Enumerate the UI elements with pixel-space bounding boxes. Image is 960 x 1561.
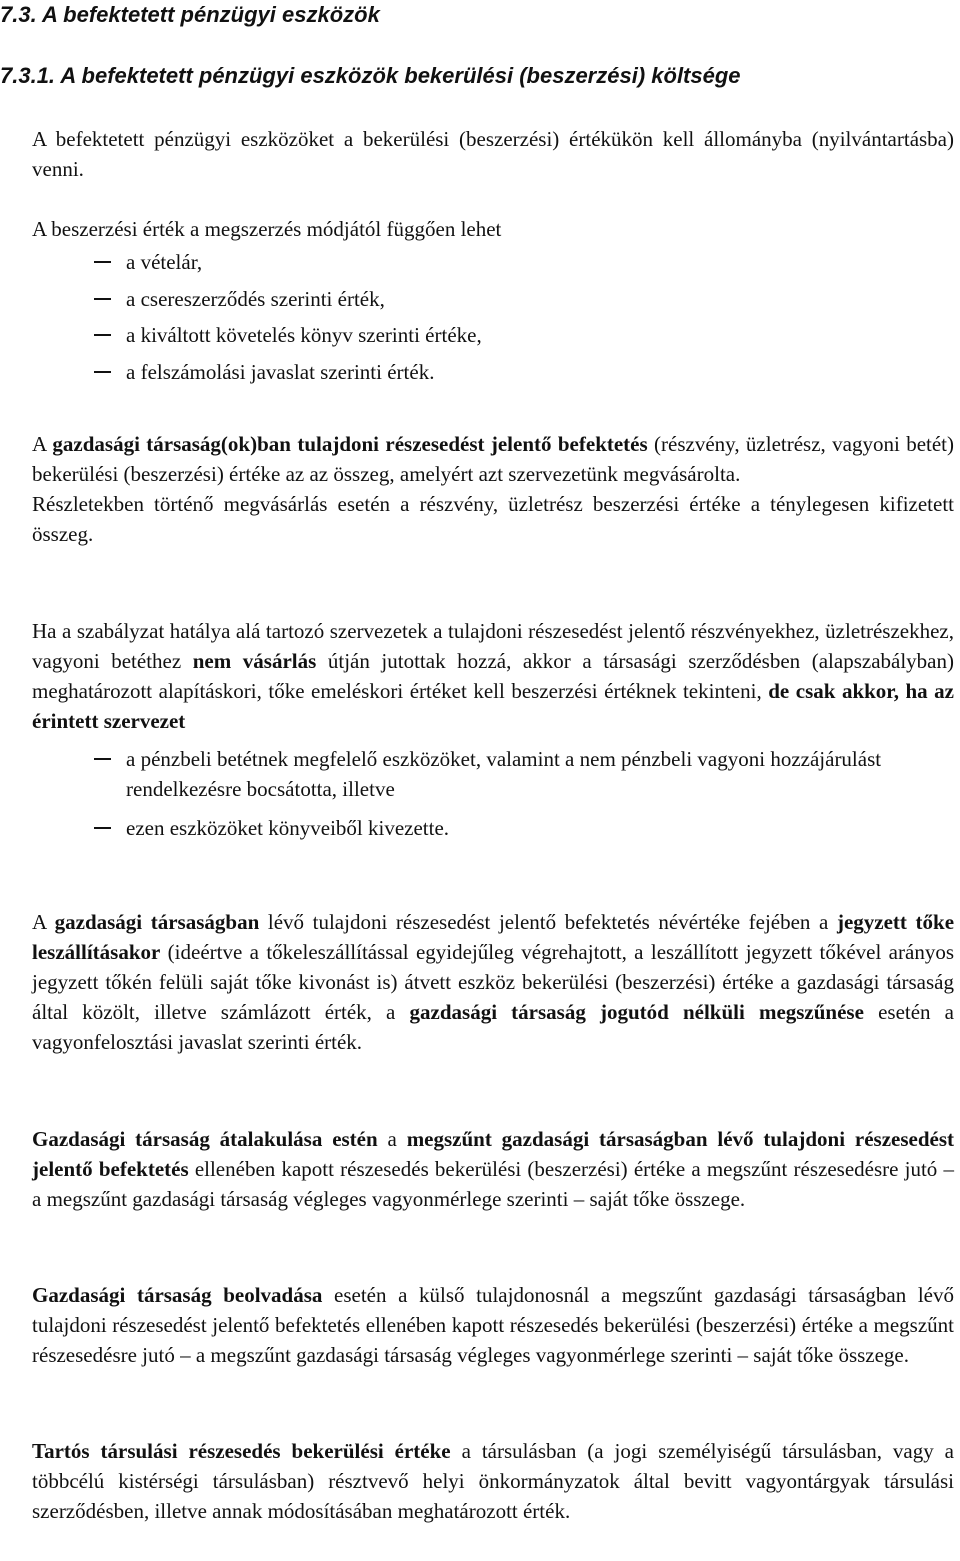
paragraph-acquisition-value <box>32 214 954 390</box>
acquisition-value-list <box>32 244 954 390</box>
list-item: a csereszerződés szerinti érték, <box>32 281 954 318</box>
paragraph-non-purchase <box>32 616 954 843</box>
list-item: a kiváltott követelés könyv szerinti értéke, <box>32 317 954 354</box>
list-item: a vételár, <box>32 244 954 281</box>
paragraph-intro <box>32 124 954 184</box>
list-item: ezen eszközöket könyveiből kivezette. <box>32 813 954 843</box>
paragraph-association-text: Tartós társulási részesedés bekerülési értéke a társulásban (a jogi személyiségű társulásban, vagy a többcélú kistérségi társulásban) résztvevő helyi önkormányzatok által bevitt vagyontárgyak társulási szerződésben, illetve annak módosításában meghatározott érték. <box>32 1439 955 1523</box>
acquisition-value-lead: A beszerzési érték a megszerzés módjától függően lehet <box>32 217 502 241</box>
paragraph-transformation <box>32 1124 954 1214</box>
paragraph-intro-text: A befektetett pénzügyi eszközöket a bekerülési (beszerzési) értékükön kell állományba (nyilvántartásba) venni. <box>32 127 954 181</box>
list-item: a felszámolási javaslat szerinti érték. <box>32 354 954 391</box>
paragraph-transformation-text: Gazdasági társaság átalakulása estén a megszűnt gazdasági társaságban lévő tulajdoni részesedést jelentő befektetés ellenében kapott részesedés bekerülési (beszerzési) értéke a megszűnt részesedésre jutó – a megszűnt gazdasági társaság végleges vagyonmérlege szerinti – saját tőke összege. <box>32 1127 954 1211</box>
paragraph-merger <box>32 1280 954 1370</box>
paragraph-participation <box>32 429 954 549</box>
paragraph-association <box>32 1436 954 1526</box>
paragraph-capital-reduction <box>32 907 954 1057</box>
list-item: a pénzbeli betétnek megfelelő eszközöket, valamint a nem pénzbeli vagyoni hozzájárulást rendelkezésre bocsátotta, illetve <box>32 744 954 804</box>
section-heading: 7.3. A befektetett pénzügyi eszközök <box>0 2 380 27</box>
paragraph-capital-reduction-text: A gazdasági társaságban lévő tulajdoni részesedést jelentő befektetés névértéke fejében a jegyzett tőke leszállításakor (ideértve a tőkeleszállítással egyidejűleg végrehajtott, a leszállított jegyzett tőkével arányos jegyzett tőkén felüli saját tőke kivonást is) átvett eszköz bekerülési (beszerzési) értéke a gazdasági társaság által közölt, illetve számlázott érték, a gazdasági társaság jogutód nélküli megszűnése esetén a vagyonfelosztási javaslat szerinti érték. <box>32 910 955 1054</box>
subsection-heading: 7.3.1. A befektetett pénzügyi eszközök bekerülési (beszerzési) költsége <box>0 63 741 88</box>
paragraph-non-purchase-text: Ha a szabályzat hatálya alá tartozó szervezetek a tulajdoni részesedést jelentő részvényekhez, üzletrészekhez, vagyoni betéthez nem vásárlás útján jutottak hozzá, akkor a társasági szerződésben (alapszabályban) meghatározott alapításkori, tőke emeléskori értéket kell beszerzési értéknek tekinteni, de csak akkor, ha az érintett szervezet <box>32 619 954 733</box>
paragraph-merger-text: Gazdasági társaság beolvadása esetén a külső tulajdonosnál a megszűnt gazdasági társaságban lévő tulajdoni részesedést jelentő befektetés ellenében kapott részesedés bekerülési (beszerzési) értéke a megszűnt részesedésre jutó – a megszűnt gazdasági társaság végleges vagyonmérlege szerinti – saját tőke összege. <box>32 1283 955 1367</box>
paragraph-installments-text: Részletekben történő megvásárlás esetén a részvény, üzletrész beszerzési értéke a ténylegesen kifizetett összeg. <box>32 492 954 546</box>
paragraph-participation-text: A gazdasági társaság(ok)ban tulajdoni részesedést jelentő befektetés (részvény, üzletrész, vagyoni betét) bekerülési (beszerzési) értéke az az összeg, amelyért azt szervezetünk megvásárolta. <box>32 432 955 486</box>
non-purchase-conditions-list <box>32 744 954 843</box>
